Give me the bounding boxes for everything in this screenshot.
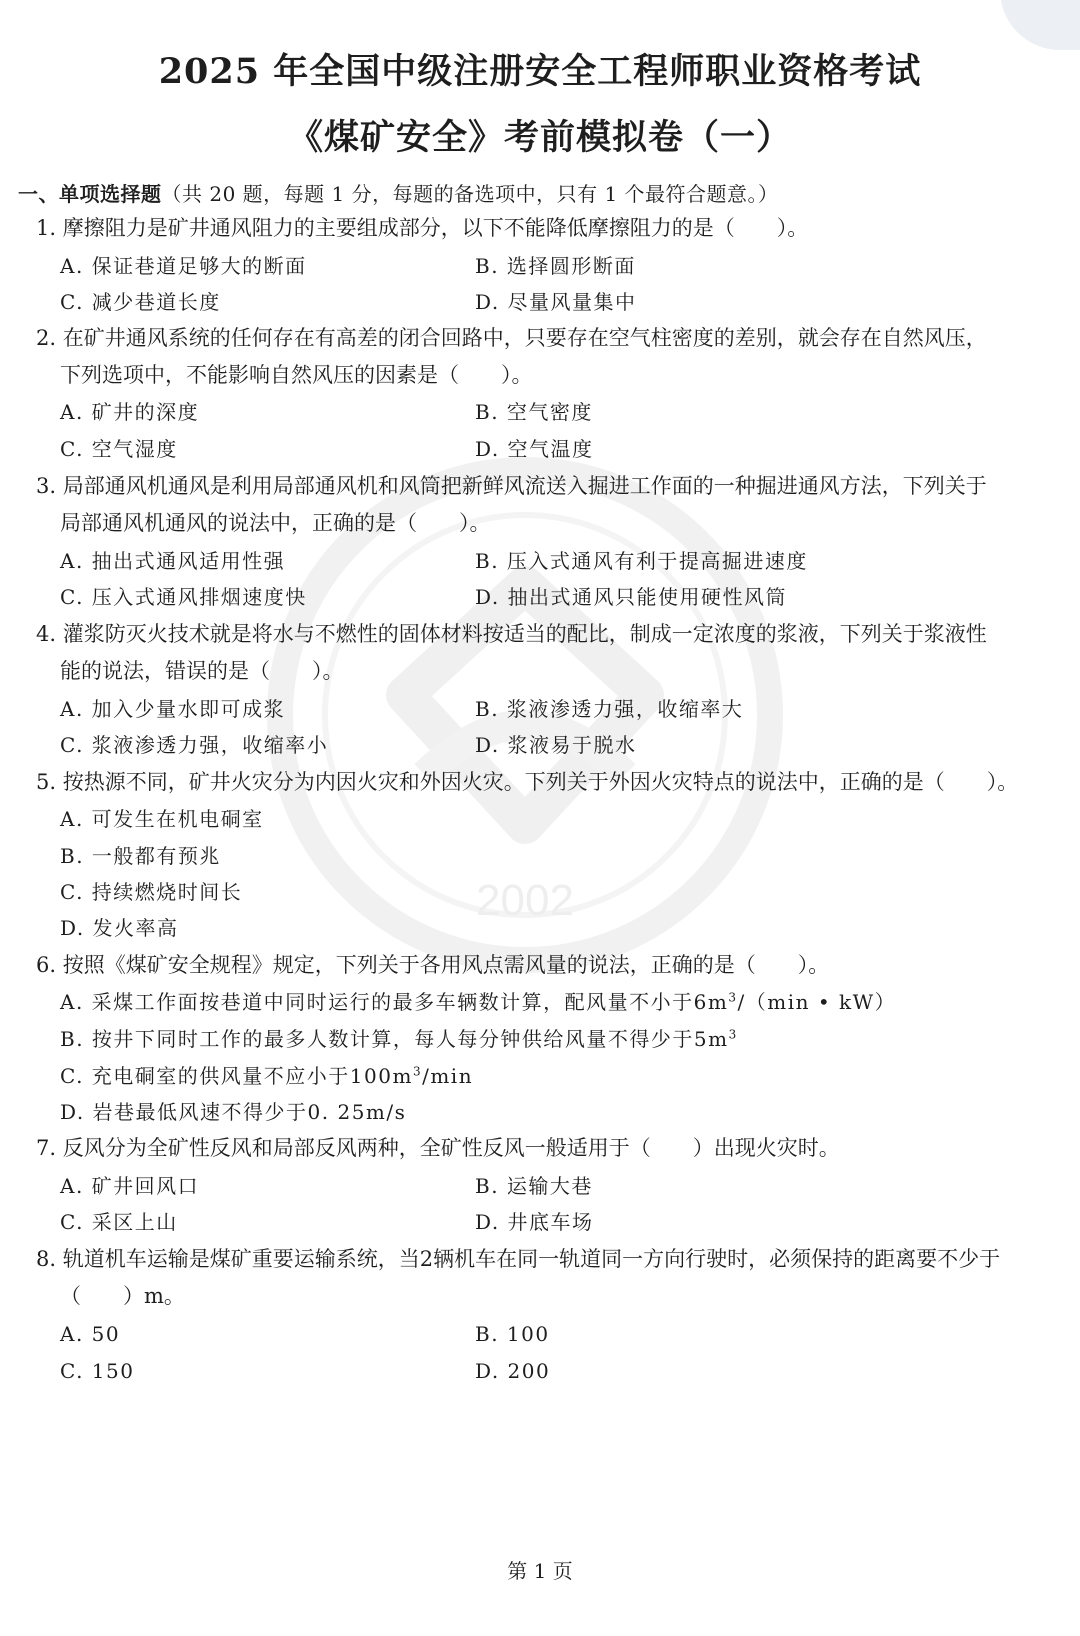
- question-5-stem: 5. 按热源不同，矿井火灾分为内因火灾和外因火灾。下列关于外因火灾特点的说法中，正确的是（ ）。: [36, 770, 1019, 794]
- question-3-option-b: B. 压入式通风有利于提高掘进速度: [475, 549, 808, 573]
- question-8-option-b: B. 100: [475, 1322, 550, 1346]
- question-8-stem: 8. 轨道机车运输是煤矿重要运输系统，当2辆机车在同一轨道同一方向行驶时，必须保持的距离要不少于: [36, 1247, 1001, 1271]
- question-2-option-c: C. 空气湿度: [60, 437, 178, 461]
- superscript: 3: [728, 990, 738, 1005]
- watermark-year: 2002: [476, 876, 574, 925]
- question-2-option-a: A. 矿井的深度: [60, 400, 200, 424]
- question-7-option-d: D. 井底车场: [475, 1210, 594, 1234]
- question-4-option-c: C. 浆液渗透力强，收缩率小: [60, 733, 329, 757]
- option-text: B. 按井下同时工作的最多人数计算，每人每分钟供给风量不得少于5m: [60, 1027, 729, 1051]
- superscript: 3: [728, 1027, 738, 1042]
- option-text: A. 采煤工作面按巷道中同时运行的最多车辆数计算，配风量不小于6m: [60, 990, 729, 1014]
- question-3-stem: 3. 局部通风机通风是利用局部通风机和风筒把新鲜风流送入掘进工作面的一种掘进通风方法，下列关于: [36, 474, 987, 498]
- question-7-option-c: C. 采区上山: [60, 1210, 178, 1234]
- question-2-option-b: B. 空气密度: [475, 400, 593, 424]
- question-1-stem: 1. 摩擦阻力是矿井通风阻力的主要组成部分，以下不能降低摩擦阻力的是（ ）。: [36, 216, 809, 240]
- question-5-option-b: B. 一般都有预兆: [60, 844, 221, 868]
- page-number: 第 1 页: [507, 1559, 573, 1583]
- question-2-option-d: D. 空气温度: [475, 437, 594, 461]
- question-6-option-b: [60, 1025, 738, 1053]
- question-8-option-c: C. 150: [60, 1359, 135, 1383]
- question-8-option-a: A. 50: [60, 1322, 121, 1346]
- section-heading: [18, 178, 779, 207]
- question-5-option-c: C. 持续燃烧时间长: [60, 880, 243, 904]
- question-6-option-c: [60, 1062, 473, 1090]
- question-3-stem-cont: 局部通风机通风的说法中，正确的是（ ）。: [60, 511, 491, 535]
- question-2-stem-cont: 下列选项中，不能影响自然风压的因素是（ ）。: [60, 363, 533, 387]
- question-6-stem: 6. 按照《煤矿安全规程》规定，下列关于各用风点需风量的说法，正确的是（ ）。: [36, 953, 830, 977]
- section-note: （共 20 题，每题 1 分，每题的备选项中，只有 1 个最符合题意。）: [161, 182, 779, 206]
- question-4-option-d: D. 浆液易于脱水: [475, 733, 637, 757]
- question-4-stem-cont: 能的说法，错误的是（ ）。: [60, 659, 344, 683]
- section-title: 一、单项选择题: [18, 182, 162, 206]
- question-7-option-a: A. 矿井回风口: [60, 1174, 200, 1198]
- superscript: 3: [412, 1064, 423, 1079]
- question-3-option-a: A. 抽出式通风适用性强: [60, 549, 286, 573]
- question-4-option-a: A. 加入少量水即可成浆: [60, 697, 286, 721]
- question-2-stem: 2. 在矿井通风系统的任何存在有高差的闭合回路中，只要存在空气柱密度的差别，就会存在自然风压，: [36, 326, 987, 350]
- option-text: D. 岩巷最低风速不得少于0. 25m/s: [60, 1100, 407, 1124]
- question-7-stem: 7. 反风分为全矿性反风和局部反风两种，全矿性反风一般适用于（ ）出现火灾时。: [36, 1136, 840, 1160]
- question-1-option-b: B. 选择圆形断面: [475, 254, 636, 278]
- question-6-option-d: [60, 1098, 406, 1126]
- question-3-option-c: C. 压入式通风排烟速度快: [60, 585, 307, 609]
- question-3-option-d: D. 抽出式通风只能使用硬性风筒: [475, 585, 788, 609]
- option-text: C. 充电硐室的供风量不应小于100m: [60, 1064, 413, 1088]
- question-1-option-d: D. 尽量风量集中: [475, 290, 637, 314]
- question-8-option-d: D. 200: [475, 1359, 551, 1383]
- question-8-stem-cont: （ ）m。: [60, 1284, 185, 1308]
- question-1-option-a: A. 保证巷道足够大的断面: [60, 254, 307, 278]
- question-7-option-b: B. 运输大巷: [475, 1174, 593, 1198]
- question-5-option-d: D. 发火率高: [60, 916, 179, 940]
- option-text-tail: /（min • kW）: [737, 990, 897, 1014]
- corner-shadow: [1000, 0, 1080, 50]
- question-4-option-b: B. 浆液渗透力强，收缩率大: [475, 697, 744, 721]
- question-4-stem: 4. 灌浆防灭火技术就是将水与不燃性的固体材料按适当的配比，制成一定浓度的浆液，下列关于浆液性: [36, 622, 987, 646]
- option-text-tail: /min: [422, 1064, 474, 1088]
- page-title: 2025 年全国中级注册安全工程师职业资格考试: [158, 51, 922, 92]
- question-6-option-a: [60, 988, 896, 1016]
- question-5-option-a: A. 可发生在机电硐室: [60, 807, 264, 831]
- page-subtitle: 《煤矿安全》考前模拟卷（一）: [287, 117, 792, 158]
- question-1-option-c: C. 减少巷道长度: [60, 290, 221, 314]
